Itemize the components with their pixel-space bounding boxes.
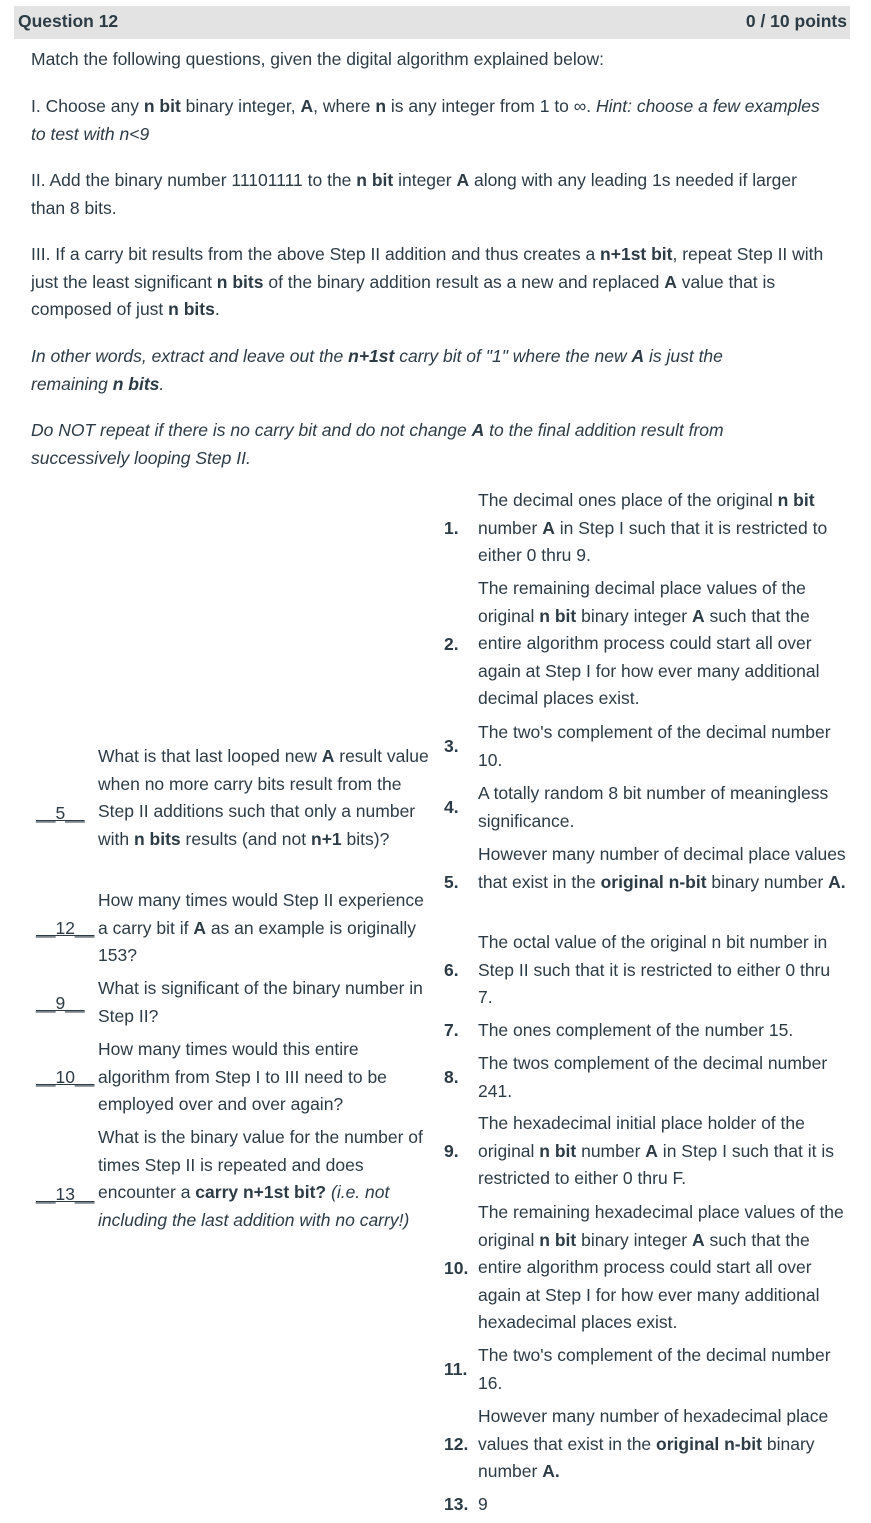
question-text-3: What is significant of the binary number in Step II? [98,978,423,1026]
step-1-text: I. Choose any n bit binary integer, A, where n is any integer from 1 to ∞. Hint: choose a few examples to test with n<9 [31,96,820,144]
step-note-1: In other words, extract and leave out the n+1st carry bit of "1" where the new A is just the remaining n bits. [31,346,723,394]
step-2-text: II. Add the binary number 11101111 to the n bit integer A along with any leading 1s needed if larger than 8 bits. [31,170,797,218]
step-3-text: III. If a carry bit results from the above Step II addition and thus creates a n+1st bit, repeat Step II with just the least significant n bits of the binary addition result as a new and replaced A value that is composed of just n bits. [31,244,824,319]
answer-select-2[interactable]: __12__ [36,918,95,938]
question-text-4: How many times would this entire algorithm from Step I to III need to be employed over and over again? [98,1039,387,1114]
answer-select-1[interactable]: __5__ [36,803,85,823]
question-text-2: How many times would Step II experience a carry bit if A as an example is originally 153? [98,890,424,965]
question-header [14,6,850,39]
question-text-1: What is that last looped new A result value when no more carry bits result from the Step II additions such that only a number with n bits results (and not n+1 bits)? [98,746,429,849]
answer-select-4[interactable]: __10__ [36,1067,95,1087]
step-note-2: Do NOT repeat if there is no carry bit and do not change A to the final addition result from successively looping Step II. [31,420,724,468]
question-intro: Match the following questions, given the digital algorithm explained below: [31,49,604,69]
question-points: 0 / 10 points [745,11,847,31]
step-1-hint: Hint: choose a few examples to test with n<9 [31,96,820,144]
question-title: Question 12 [18,11,119,31]
answer-select-5[interactable]: __13__ [36,1184,95,1204]
question-text-5: What is the binary value for the number of times Step II is repeated and does encounter a carry n+1st bit? (i.e. not including the last addition with no carry!) [98,1127,423,1230]
answer-select-3[interactable]: __9__ [36,993,85,1013]
